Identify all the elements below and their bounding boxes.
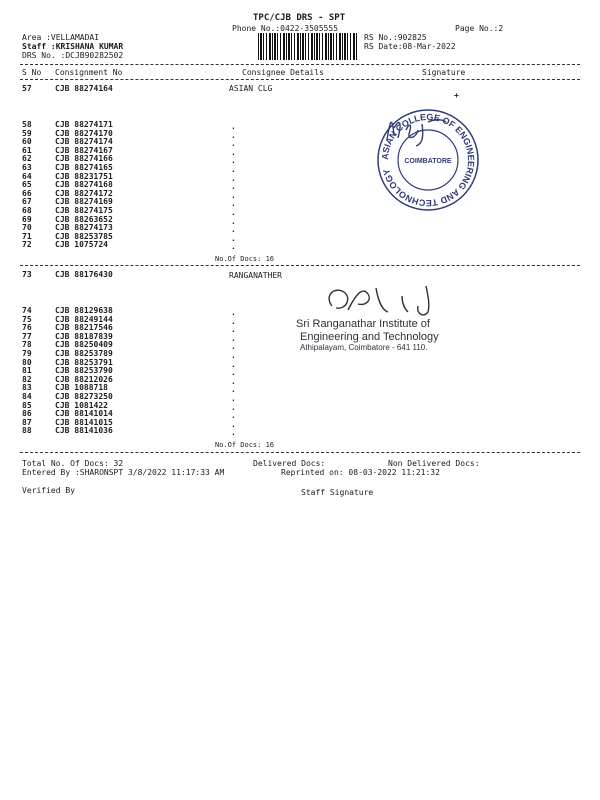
consignment-cell: CJB 88231751 [55, 171, 113, 181]
row-dot-marker: . [231, 225, 236, 235]
verified-by: Verified By [22, 486, 75, 495]
row-dot-marker: . [231, 351, 236, 360]
row-dot-marker: . [231, 419, 236, 429]
consignment-cell: CJB 88274171 [55, 120, 113, 129]
staff-signature-label: Staff Signature [301, 488, 374, 497]
row-dot-marker: . [231, 402, 236, 412]
row-dot-marker: . [231, 233, 236, 243]
institute-stamp-line1: Sri Ranganathar Institute of [296, 318, 430, 330]
sno-cell: 58 [22, 120, 32, 129]
sno-cell: 78 [22, 340, 32, 350]
row-dot-marker: . [231, 122, 236, 131]
row-dot-marker: . [231, 325, 236, 335]
consignment-cell: CJB 88212026 [55, 374, 113, 384]
consignment-cell: CJB 88274169 [55, 197, 113, 207]
sno-cell: 69 [22, 214, 32, 224]
consignment-cell: CJB 88273250 [55, 392, 113, 401]
consignment-cell: CJB 1088718 [55, 383, 108, 393]
staff-label: Staff :KRISHANA KUMAR [22, 42, 124, 51]
consignment-cell: CJB 88141014 [55, 409, 113, 419]
sno-cell: 86 [22, 409, 32, 419]
docs-count: No.Of Docs: 16 [215, 255, 275, 263]
sno-cell: 82 [22, 374, 32, 384]
row-dot-marker: . [231, 130, 236, 140]
drs-number: DRS No. :DCJB90282502 [22, 51, 124, 60]
column-header-consignee: Consignee Details [242, 68, 324, 77]
row-dot-marker: . [231, 147, 236, 157]
non-delivered-docs: Non Delivered Docs: [388, 459, 480, 468]
consignment-cell: CJB 88274164 [55, 84, 113, 93]
institute-stamp-line3: Athipalayam, Coimbatore - 641 110. [300, 343, 428, 352]
consignee-name: ASIAN CLG [229, 84, 273, 93]
row-dot-marker: . [231, 190, 236, 200]
row-dot-marker: . [231, 173, 236, 183]
sno-cell: 59 [22, 128, 32, 138]
area-label: Area :VELLAMADAI [22, 33, 100, 42]
consignment-cell: CJB 88217546 [55, 323, 113, 333]
row-dot-marker: . [231, 368, 236, 378]
sno-cell: 79 [22, 349, 32, 358]
row-dot-marker: . [231, 165, 236, 174]
sno-cell: 81 [22, 366, 32, 376]
header-divider-bottom [20, 79, 580, 80]
row-dot-marker: . [231, 428, 236, 438]
consignment-cell: CJB 88141015 [55, 417, 113, 427]
consignment-cell: CJB 88274173 [55, 223, 113, 233]
consignment-cell: CJB 88253785 [55, 231, 113, 241]
consignment-cell: CJB 88253790 [55, 366, 113, 376]
sno-cell: 85 [22, 400, 32, 410]
row-dot-marker: . [231, 242, 236, 252]
rs-number: RS No.:902825 [364, 33, 427, 42]
sno-cell: 71 [22, 231, 32, 241]
consignment-cell: CJB 88274166 [55, 154, 113, 164]
phone-number: Phone No.:0422-3505555 [232, 24, 338, 33]
row-dot-marker: . [231, 308, 236, 317]
row-dot-marker: . [231, 139, 236, 149]
row-dot-marker: . [231, 394, 236, 403]
row-dot-marker: . [231, 199, 236, 209]
sno-cell: 64 [22, 171, 32, 181]
entered-by: Entered By :SHARONSPT 3/8/2022 11:17:33 AM [22, 468, 225, 477]
seal-center-text: COIMBATORE [404, 158, 452, 165]
sno-cell: 76 [22, 323, 32, 333]
sno-cell: 75 [22, 314, 32, 324]
group-divider [20, 265, 580, 266]
consignment-cell: CJB 88141036 [55, 426, 113, 436]
consignment-cell: CJB 1075724 [55, 240, 108, 250]
consignment-cell: CJB 88274168 [55, 180, 113, 190]
row-dot-marker: . [231, 316, 236, 326]
sno-cell: 70 [22, 223, 32, 233]
column-header-sno: S No [22, 68, 42, 77]
docs-count: No.Of Docs: 16 [215, 441, 275, 449]
total-docs: Total No. Of Docs: 32 [22, 459, 124, 468]
sno-cell: 87 [22, 417, 32, 427]
consignment-cell: CJB 88274174 [55, 137, 113, 147]
consignment-cell: CJB 88274175 [55, 206, 113, 215]
consignment-cell: CJB 88274165 [55, 163, 113, 172]
sno-cell: 73 [22, 270, 32, 279]
sno-cell: 60 [22, 137, 32, 147]
consignment-cell: CJB 88250409 [55, 340, 113, 350]
sno-cell: 88 [22, 426, 32, 436]
sno-cell: 57 [22, 84, 32, 93]
sno-cell: 63 [22, 163, 32, 172]
consignment-cell: CJB 88253789 [55, 349, 113, 358]
doc-title: TPC/CJB DRS - SPT [253, 13, 346, 23]
consignment-cell: CJB 88253791 [55, 357, 113, 367]
rs-date: RS Date:08-Mar-2022 [364, 42, 456, 51]
header-divider-top [20, 64, 580, 65]
sno-cell: 77 [22, 331, 32, 341]
barcode-image [258, 33, 358, 60]
sno-cell: 80 [22, 357, 32, 367]
sno-cell: 72 [22, 240, 32, 250]
consignment-cell: CJB 88129638 [55, 306, 113, 315]
column-header-signature: Signature [422, 68, 466, 77]
page-number: Page No.:2 [455, 24, 504, 33]
row-dot-marker: . [231, 208, 236, 217]
row-dot-marker: . [231, 376, 236, 386]
reprinted-on: Reprinted on: 08-03-2022 11:21:32 [281, 468, 440, 477]
consignment-cell: CJB 88187839 [55, 331, 113, 341]
sno-cell: 66 [22, 188, 32, 198]
row-dot-marker: . [231, 216, 236, 226]
consignment-cell: CJB 88176430 [55, 270, 113, 279]
sno-cell: 61 [22, 145, 32, 155]
consignment-cell: CJB 88274170 [55, 128, 113, 138]
row-dot-marker: . [231, 411, 236, 421]
consignment-cell: CJB 88274167 [55, 145, 113, 155]
consignment-cell: CJB 1081422 [55, 400, 108, 410]
handwritten-signature-1 [382, 110, 452, 150]
row-dot-marker: . [231, 333, 236, 343]
row-dot-marker: . [231, 156, 236, 166]
row-dot-marker: . [231, 342, 236, 352]
plus-mark: + [454, 91, 459, 100]
sno-cell: 62 [22, 154, 32, 164]
seal-ring-text: ASIAN COLLEGE OF ENGINEERING AND TECHNOLOGY [379, 111, 477, 209]
sno-cell: 84 [22, 392, 32, 401]
consignment-cell: CJB 88274172 [55, 188, 113, 198]
sno-cell: 67 [22, 197, 32, 207]
row-dot-marker: . [231, 182, 236, 192]
consignee-name: RANGANATHER [229, 271, 282, 280]
group-divider [20, 452, 580, 453]
delivered-docs: Delivered Docs: [253, 459, 326, 468]
row-dot-marker: . [231, 359, 236, 369]
institute-stamp-line2: Engineering and Technology [300, 331, 439, 343]
consignment-cell: CJB 88249144 [55, 314, 113, 324]
consignment-cell: CJB 88263652 [55, 214, 113, 224]
column-header-consignment: Consignment No [55, 68, 123, 77]
sno-cell: 74 [22, 306, 32, 315]
handwritten-signature-2 [318, 282, 468, 322]
sno-cell: 68 [22, 206, 32, 215]
sno-cell: 65 [22, 180, 32, 190]
row-dot-marker: . [231, 385, 236, 395]
sno-cell: 83 [22, 383, 32, 393]
